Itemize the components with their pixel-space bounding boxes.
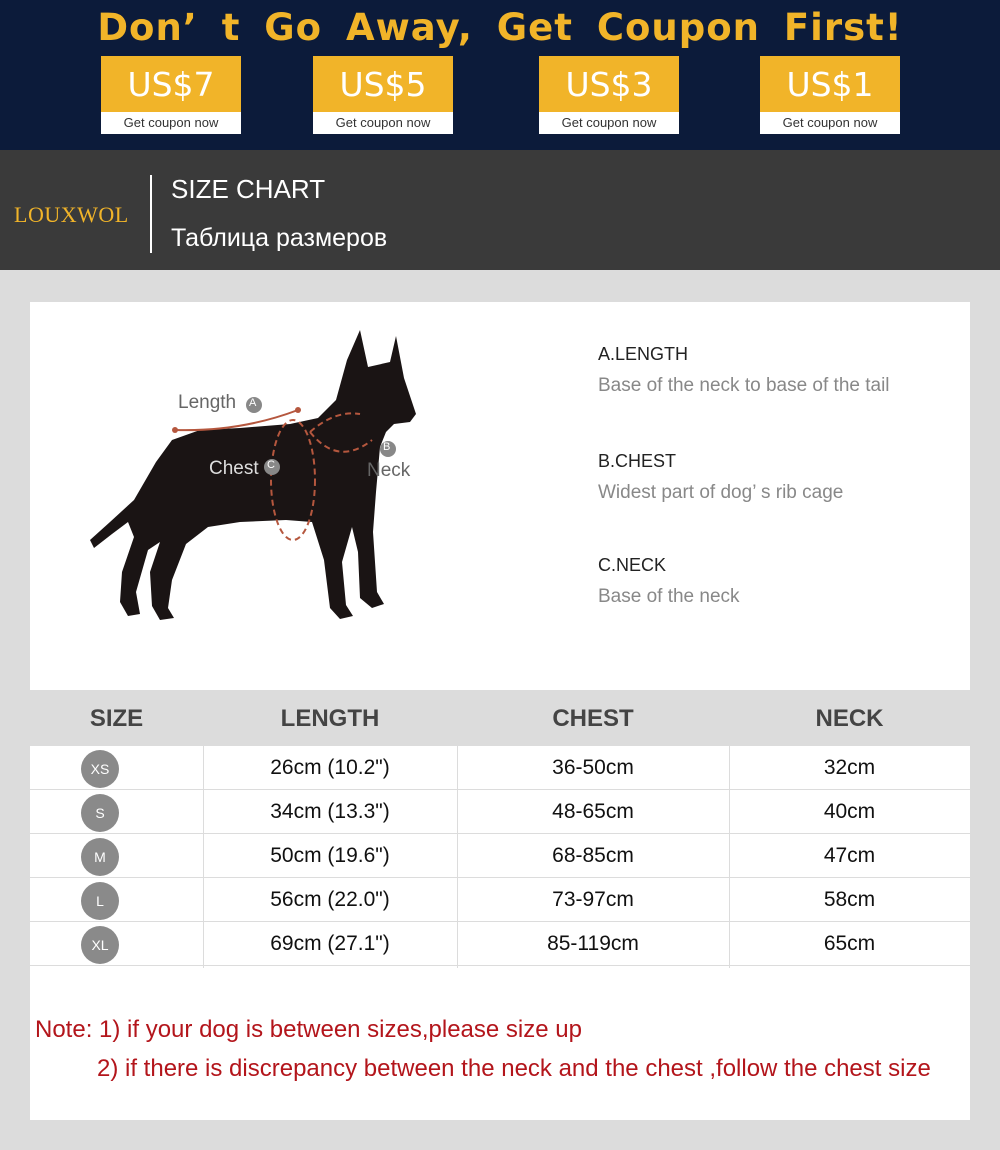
col-header-size: SIZE xyxy=(89,705,144,732)
size-chart-header xyxy=(0,150,1000,270)
size-badge: M xyxy=(81,838,119,876)
table-row xyxy=(30,746,970,790)
get-coupon-button[interactable]: Get coupon now xyxy=(760,112,900,134)
measure-desc: Base of the neck to base of the tail xyxy=(598,375,890,396)
marker-c: C xyxy=(267,459,275,471)
table-row xyxy=(30,790,970,834)
coupon-amount: US$1 xyxy=(760,56,900,112)
coupon-amount: US$3 xyxy=(539,56,679,112)
size-badge: XL xyxy=(81,926,119,964)
measure-length xyxy=(598,344,958,397)
cell-length: 34cm (13.3") xyxy=(270,800,390,823)
table-divider xyxy=(203,746,204,968)
table-divider xyxy=(729,746,730,968)
table-divider xyxy=(457,746,458,968)
cell-neck: 40cm xyxy=(823,800,876,823)
cell-neck: 47cm xyxy=(823,844,876,867)
page-title: SIZE CHART xyxy=(171,174,326,204)
get-coupon-button[interactable]: Get coupon now xyxy=(101,112,241,134)
size-badge: XS xyxy=(81,750,119,788)
measure-title: B.CHEST xyxy=(598,451,677,471)
table-row xyxy=(30,834,970,878)
measure-chest xyxy=(598,451,958,504)
banner-title: Don’ t Go Away, Get Coupon First! xyxy=(97,6,903,49)
note-line-2: 2) if there is discrepancy between the neck and the chest ,follow the chest size xyxy=(97,1055,931,1082)
table-row xyxy=(30,878,970,922)
cell-length: 69cm (27.1") xyxy=(270,932,390,955)
table-header xyxy=(30,690,970,746)
coupon-3[interactable] xyxy=(539,56,679,134)
coupon-1[interactable] xyxy=(760,56,900,134)
measure-title: C.NECK xyxy=(598,555,667,575)
coupon-banner xyxy=(0,0,1000,150)
col-header-length: LENGTH xyxy=(280,705,380,732)
note-line-1: Note: 1) if your dog is between sizes,please size up xyxy=(35,1016,582,1043)
col-header-chest: CHEST xyxy=(552,705,634,732)
size-badge: L xyxy=(81,882,119,920)
cell-length: 56cm (22.0") xyxy=(270,888,390,911)
coupon-amount: US$7 xyxy=(101,56,241,112)
brand-logo: LOUXWOL xyxy=(14,202,129,227)
col-header-neck: NECK xyxy=(815,705,884,732)
cell-chest: 48-65cm xyxy=(552,800,634,823)
cell-length: 50cm (19.6") xyxy=(270,844,390,867)
measure-neck xyxy=(598,555,958,608)
coupon-7[interactable] xyxy=(101,56,241,134)
cell-chest: 36-50cm xyxy=(552,756,634,779)
header-divider xyxy=(150,175,152,253)
page-subtitle: Таблица размеров xyxy=(171,224,388,252)
cell-chest: 85-119cm xyxy=(547,932,639,955)
dog-diagram xyxy=(90,322,450,622)
diagram-label-length: Length xyxy=(178,392,237,413)
cell-chest: 73-97cm xyxy=(552,888,634,911)
diagram-label-chest: Chest xyxy=(209,458,259,479)
size-chart-card xyxy=(30,302,970,1120)
cell-neck: 58cm xyxy=(823,888,876,911)
cell-length: 26cm (10.2") xyxy=(270,756,390,779)
size-badge: S xyxy=(81,794,119,832)
coupon-amount: US$5 xyxy=(313,56,453,112)
measure-desc: Base of the neck xyxy=(598,586,740,607)
cell-neck: 65cm xyxy=(823,932,876,955)
size-table xyxy=(30,690,970,966)
table-row xyxy=(30,922,970,966)
marker-a: A xyxy=(249,397,257,409)
measure-desc: Widest part of dog’ s rib cage xyxy=(598,482,844,503)
get-coupon-button[interactable]: Get coupon now xyxy=(313,112,453,134)
marker-b: B xyxy=(383,441,391,453)
coupon-5[interactable] xyxy=(313,56,453,134)
measure-title: A.LENGTH xyxy=(598,344,689,364)
get-coupon-button[interactable]: Get coupon now xyxy=(539,112,679,134)
cell-chest: 68-85cm xyxy=(552,844,634,867)
diagram-label-neck: Neck xyxy=(367,460,411,481)
cell-neck: 32cm xyxy=(823,756,876,779)
